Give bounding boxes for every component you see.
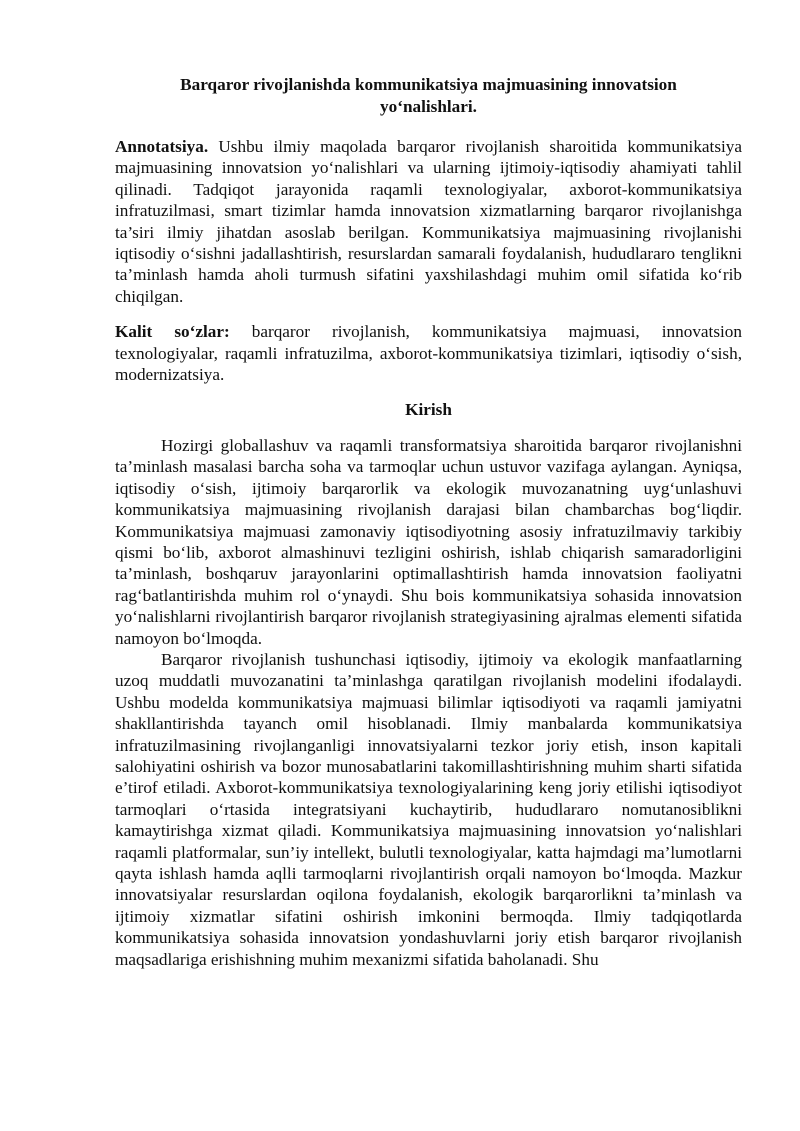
section-heading-introduction: Kirish [405, 400, 452, 420]
keywords-label: Kalit so‘zlar: [115, 322, 230, 342]
body-paragraph-2: Barqaror rivojlanish tushunchasi iqtisodiy, ijtimoiy va ekologik manfaatlarning uzoq muddatli muvozanatini ta’minlashga qaratilgan rivojlanish modelini ifodalaydi. Ushbu modelda kommunikatsiya majmuasi bilimlar iqtisodiyoti va raqamli jamiyatni shakllantirishda tayanch omil hisoblanadi. Ilmiy manbalarda kommunikatsiya infratuzilmasining rivojlanganligi innovatsiyalarni tezkor joriy etish, inson kapitali salohiyatini oshirish va bozor munosabatlarini takomillashtirishning muhim sharti sifatida e’tirof etiladi. Axborot-kommunikatsiya texnologiyalarining keng joriy etilishi iqtisodiyot tarmoqlari o‘rtasida integratsiyani kuchaytirib, hududlararo nomutanosiblikni kamaytirishga xizmat qiladi. Kommunikatsiya majmuasining innovatsion yo‘nalishlari raqamli platformalar, sun’iy intellekt, bulutli texnologiyalar, katta hajmdagi ma’lumotlarni qayta ishlash hamda aqlli tarmoqlarni rivojlantirish orqali namoyon bo‘lmoqda. Mazkur innovatsiyalar resurslardan oqilona foydalanish, ekologik barqarorlikni ta’minlash va ijtimoiy xizmatlar sifatini oshirish imkonini bermoqda. Ilmiy tadqiqotlarda kommunikatsiya sohasida innovatsion yondashuvlarni joriy etish barqaror rivojlanish maqsadlariga erishishning muhim mexanizmi sifatida baholanadi. Shu [115, 649, 742, 969]
abstract-label: Annotatsiya. [115, 137, 209, 156]
paper-title-line-2: yo‘nalishlari. [380, 97, 477, 116]
body-paragraph-1: Hozirgi globallashuv va raqamli transformatsiya sharoitida barqaror rivojlanishni ta’minlash masalasi barcha soha va tarmoqlar uchun ustuvor vazifaga aylangan. Ayniqsa, iqtisodiy o‘sish, ijtimoiy barqarorlik va ekologik muvozanatning uyg‘unlashuvi kommunikatsiya majmuasining rivojlanish darajasi bilan chambarchas bog‘liqdir. Kommunikatsiya majmuasi zamonaviy iqtisodiyotning asosiy infratuzilmaviy tarkibiy qismi bo‘lib, axborot almashinuvi tezligini oshirish, ishlab chiqarish samaradorligini ta’minlash, boshqaruv jarayonlarini optimallashtirish hamda innovatsion faoliyatni rag‘batlantirishda muhim rol o‘ynaydi. Shu bois kommunikatsiya sohasida innovatsion yo‘nalishlarni rivojlantirish barqaror rivojlanish strategiyasining ajralmas elementi sifatida namoyon bo‘lmoqda. [115, 435, 742, 648]
keywords-text: barqaror rivojlanish, kommunikatsiya majmuasi, innovatsion texnologiyalar, raqamli infratuzilma, axborot-kommunikatsiya tizimlari, iqtisodiy o‘sish, modernizatsiya. [115, 322, 742, 385]
abstract-text: Ushbu ilmiy maqolada barqaror rivojlanish sharoitida kommunikatsiya majmuasining innovatsion yo‘nalishlari va ularning ijtimoiy-iqtisodiy ahamiyati tahlil qilinadi. Tadqiqot jarayonida raqamli texnologiyalar, axborot-kommunikatsiya infratuzilmasi, smart tizimlar hamda innovatsion xizmatlarning barqaror rivojlanishga ta’siri ilmiy jihatdan asoslab berilgan. Kommunikatsiya majmuasining rivojlanishi iqtisodiy o‘sishni jadallashtirish, resurslardan samarali foydalanish, hududlararo tenglikni ta’minlash hamda aholi turmush sifatini yaxshilashdagi muhim omil sifatida ko‘rib chiqilgan. [115, 137, 743, 306]
paper-title-line-1: Barqaror rivojlanishda kommunikatsiya majmuasining innovatsion [180, 75, 677, 94]
keywords [115, 321, 742, 385]
paper-title [115, 74, 742, 118]
document-page [115, 74, 742, 970]
abstract [115, 136, 742, 307]
